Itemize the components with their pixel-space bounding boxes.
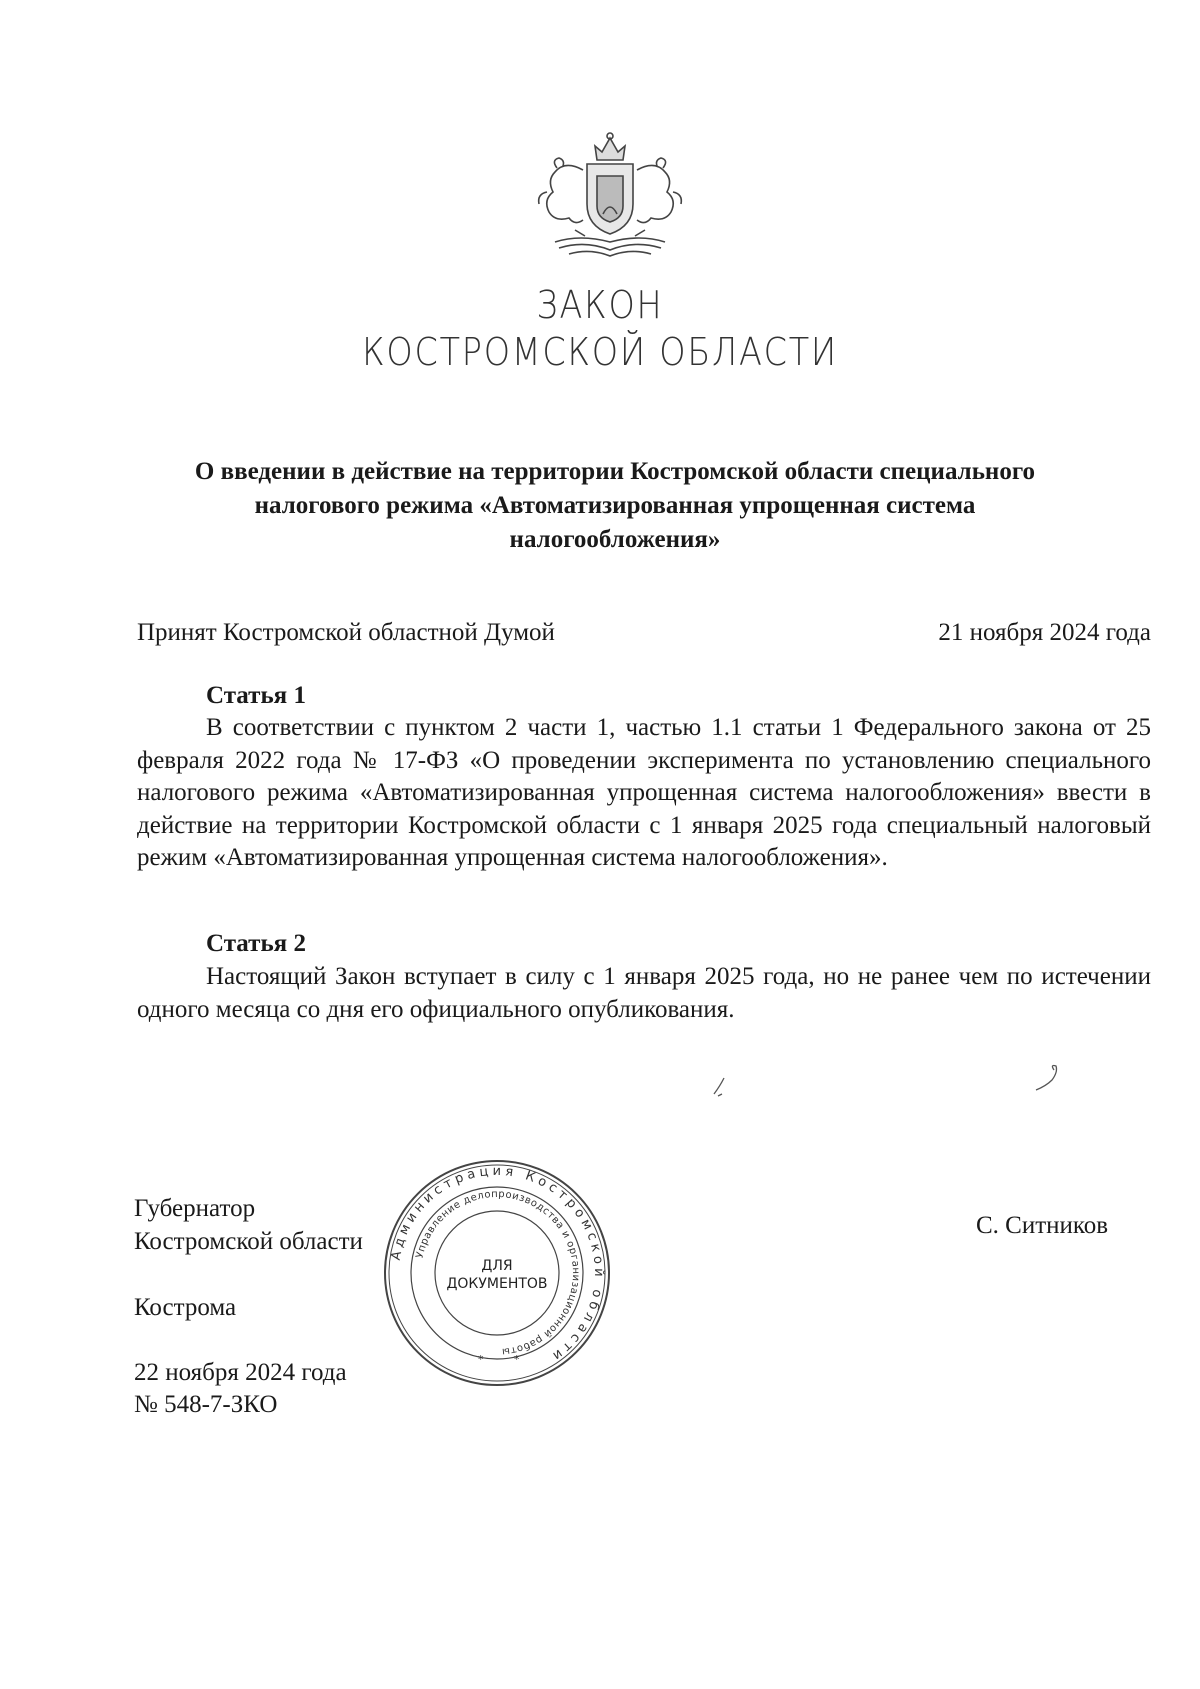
governor-title: Губернатор (134, 1195, 256, 1222)
adoption-date: 21 ноября 2024 года (938, 619, 1151, 646)
law-heading-line1: ЗАКОН (536, 283, 664, 327)
coat-of-arms-emblem (525, 130, 695, 275)
law-title-line1: О введении в действие на территории Костромской области специального (194, 458, 1036, 485)
signature-stroke-icon (1030, 1060, 1070, 1096)
stamp-outer-text: Администрация Костромской области (388, 1163, 607, 1366)
adoption-text: Принят Костромской областной Думой (137, 619, 555, 646)
article-1-heading: Статья 1 (206, 682, 306, 709)
stamp-star-right-icon: * (514, 1353, 520, 1366)
place-text: Кострома (134, 1294, 237, 1321)
governor-name: С. Ситников (976, 1212, 1109, 1239)
article-2-text: Настоящий Закон вступает в силу с 1 января 2025 года, но не ранее чем по истечении одного месяца со дня его официального опубликования. (137, 963, 1151, 1023)
governor-region: Костромской области (134, 1228, 363, 1255)
kostroma-coat-of-arms-icon (525, 130, 695, 275)
article-2-heading: Статья 2 (206, 930, 306, 957)
official-stamp (382, 1158, 612, 1388)
article-1-text: В соответствии с пунктом 2 части 1, частью 1.1 статьи 1 Федерального закона от 25 февраля 2022 года № 17-ФЗ «О проведении эксперимента по установлению специального налогового режима «Автоматизированная упрощенная система налогообложения» ввести в действие на территории Костромской области с 1 января 2025 года специальный налоговый режим «Автоматизированная упрощенная система налогообложения». (137, 714, 1151, 871)
stamp-center-line2: ДОКУМЕНТОВ (446, 1276, 548, 1292)
handwritten-mark-icon (710, 1070, 740, 1100)
law-title-line2: налогового режима «Автоматизированная упрощенная система (254, 492, 976, 519)
stamp-star-left-icon: * (478, 1353, 484, 1366)
law-date: 22 ноября 2024 года (134, 1359, 347, 1386)
law-number: № 548-7-ЗКО (134, 1391, 278, 1418)
law-heading-line2: КОСТРОМСКОЙ ОБЛАСТИ (362, 330, 838, 374)
law-title (150, 455, 1080, 557)
stamp-inner-text: Управление делопроизводства и организационной работы (414, 1188, 582, 1357)
law-title-line3: налогообложения» (509, 526, 721, 553)
stamp-center-line1: ДЛЯ (481, 1258, 513, 1274)
